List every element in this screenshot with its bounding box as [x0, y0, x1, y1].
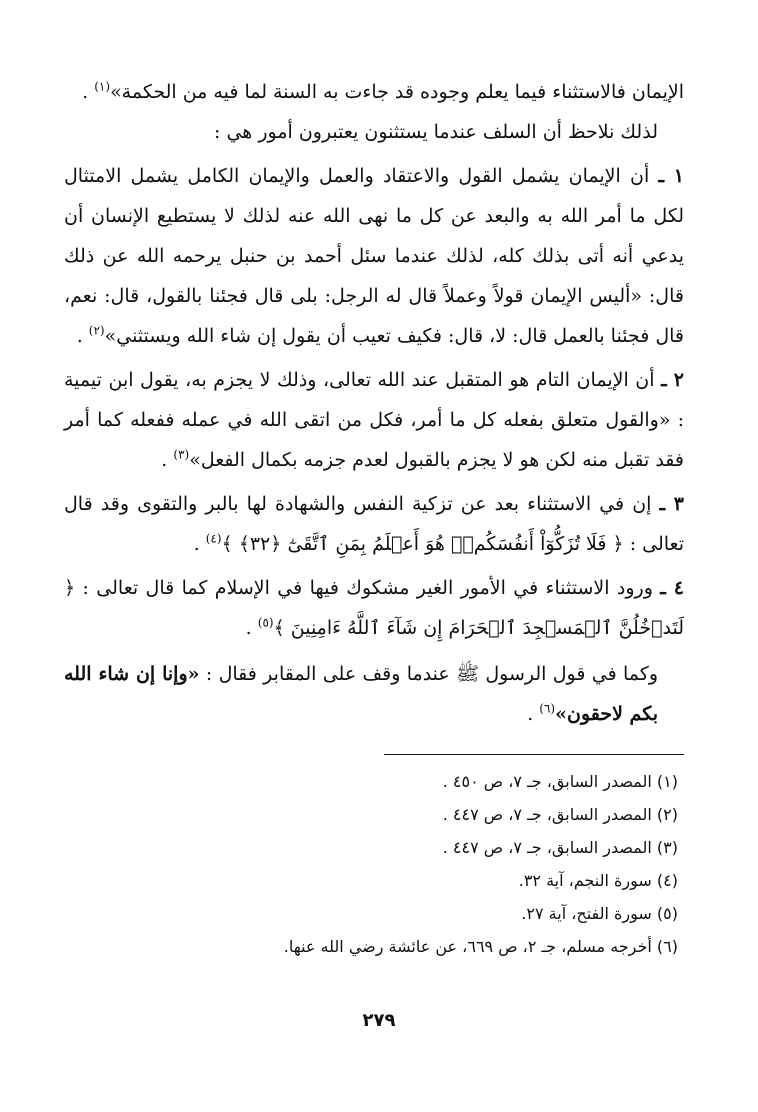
list-item-2: ٢ ـ أن الإيمان التام هو المتقبل عند الله تعالى، وذلك لا يجزم به، يقول ابن تيمية : «والقول متعلق بفعله كل ما أمر، فكل من اتقى الله في عمله ففعله كما أمر فقد تقبل منه لكن هو لا يجزم بالقبول لعدم جزمه بكمال الفعل»$^{(٣)}$ .: [64, 369, 685, 471]
footnote-ref-1: (١): [94, 79, 111, 94]
footnote-ref-6: (٦): [539, 701, 556, 716]
hadith-quote: «وإنا إن شاء الله بكم لاحقون»: [64, 663, 658, 725]
list-item-text: إن في الاستثناء بعد عن تزكية النفس والشهادة لها بالبر والتقوى وقد قال تعالى :: [64, 493, 684, 555]
list-number: ٣ ـ: [659, 493, 684, 515]
footnote-ref-3: (٣): [173, 447, 190, 462]
footnote-divider: [384, 754, 684, 755]
list-item-text: أن الإيمان يشمل القول والاعتقاد والعمل والإيمان الكامل يشمل الامتثال لكل ما أمر الله به والبعد عن كل ما نهى الله عنه لذلك لا يستطيع الإنسان أن يدعي أنه أتى بذلك كله، لذلك عندما سئل أحمد بن حنبل يرحمه الله عن ذلك قال: «أليس الإيمان قولاً وعملاً قال له الرجل: بلى قال فجئنا بالقول، قال: نعم، قال فجئنا بالعمل قال: لا، قال: فكيف تعيب أن يقول إن شاء الله ويستثني»: [64, 165, 684, 347]
footnote-item: (١) المصدر السابق، جـ ٧، ص ٤٥٠ .: [442, 772, 678, 791]
footnote-ref-4: (٤): [205, 531, 222, 546]
list-item-3: ٣ ـ إن في الاستثناء بعد عن تزكية النفس والشهادة لها بالبر والتقوى وقد قال تعالى : ﴿ فَلَا تُزَكُّوٓاْ أَنفُسَكُمۡۖ هُوَ أَعۡلَمُ بِمَنِ ٱتَّقَىٰٓ ﴿٣٢﴾ ﴾$^{(٤)}$ .: [64, 493, 684, 555]
footnotes: [64, 765, 684, 963]
footnote-item: (٣) المصدر السابق، جـ ٧، ص ٤٤٧ .: [442, 838, 678, 857]
footnote-ref-5: (٥): [257, 615, 274, 630]
intro-paragraph: لذلك نلاحظ أن السلف عندما يستثنون يعتبرون أمور هي :: [214, 121, 658, 143]
footnote-item: (٥) سورة الفتح، آية ٢٧.: [521, 904, 678, 923]
closing-text: وكما في قول الرسول ﷺ عندما وقف على المقابر فقال :: [205, 663, 659, 685]
quran-verse: ﴿ فَلَا تُزَكُّوٓاْ أَنفُسَكُمۡۖ هُوَ أَعۡلَمُ بِمَنِ ٱتَّقَىٰٓ ﴿٣٢﴾ ﴾: [221, 533, 624, 555]
list-number: ١ ـ: [658, 165, 684, 187]
opening-paragraph: الإيمان فالاستثناء فيما يعلم وجوده قد جاءت به السنة لما فيه من الحكمة»$^{(١)}$ .: [82, 79, 684, 103]
closing-paragraph: وكما في قول الرسول ﷺ عندما وقف على المقابر فقال : «وإنا إن شاء الله بكم لاحقون»$^{(٦)}$ .: [64, 663, 659, 725]
list-number: ٢ ـ: [661, 369, 685, 391]
opening-text: الإيمان فالاستثناء فيما يعلم وجوده قد جاءت به السنة لما فيه من الحكمة»: [110, 81, 684, 103]
list-item-1: ١ ـ أن الإيمان يشمل القول والاعتقاد والعمل والإيمان الكامل يشمل الامتثال لكل ما أمر الله به والبعد عن كل ما نهى الله عنه لذلك لا يستطيع الإنسان أن يدعي أنه أتى بذلك كله، لذلك عندما سئل أحمد بن حنبل يرحمه الله عن ذلك قال: «أليس الإيمان قولاً وعملاً قال له الرجل: بلى قال فجئنا بالقول، قال: نعم، قال فجئنا بالعمل قال: لا، قال: فكيف تعيب أن يقول إن شاء الله ويستثني»$^{(٢)}$ .: [64, 165, 684, 347]
page-number: ٢٧٩: [362, 1010, 396, 1031]
quran-verse: ﴿ لَتَدۡخُلُنَّ ٱلۡمَسۡجِدَ ٱلۡحَرَامَ إِن شَآءَ ٱللَّهُ ءَامِنِينَ ﴾: [64, 577, 684, 639]
list-item-4: ٤ ـ ورود الاستثناء في الأمور الغير مشكوك فيها في الإسلام كما قال تعالى : ﴿ لَتَدۡخُلُنَّ ٱلۡمَسۡجِدَ ٱلۡحَرَامَ إِن شَآءَ ٱللَّهُ ءَامِنِينَ ﴾$^{(٥)}$ .: [64, 577, 684, 639]
footnote-item: (٦) أخرجه مسلم، جـ ٢، ص ٦٦٩، عن عائشة رضي الله عنها.: [283, 937, 678, 956]
footnote-item: (٢) المصدر السابق، جـ ٧، ص ٤٤٧ .: [442, 805, 678, 824]
list-item-text: ورود الاستثناء في الأمور الغير مشكوك فيها في الإسلام كما قال تعالى :: [82, 577, 653, 599]
list-number: ٤ ـ: [660, 577, 684, 599]
footnote-ref-2: (٢): [88, 323, 105, 338]
list-item-text: أن الإيمان التام هو المتقبل عند الله تعالى، وذلك لا يجزم به، يقول ابن تيمية : «والقول متعلق بفعله كل ما أمر، فكل من اتقى الله في عمله ففعله كما أمر فقد تقبل منه لكن هو لا يجزم بالقبول لعدم جزمه بكمال الفعل»: [64, 369, 684, 471]
page-body: [64, 70, 684, 963]
footnote-item: (٤) سورة النجم، آية ٣٢.: [518, 871, 678, 890]
